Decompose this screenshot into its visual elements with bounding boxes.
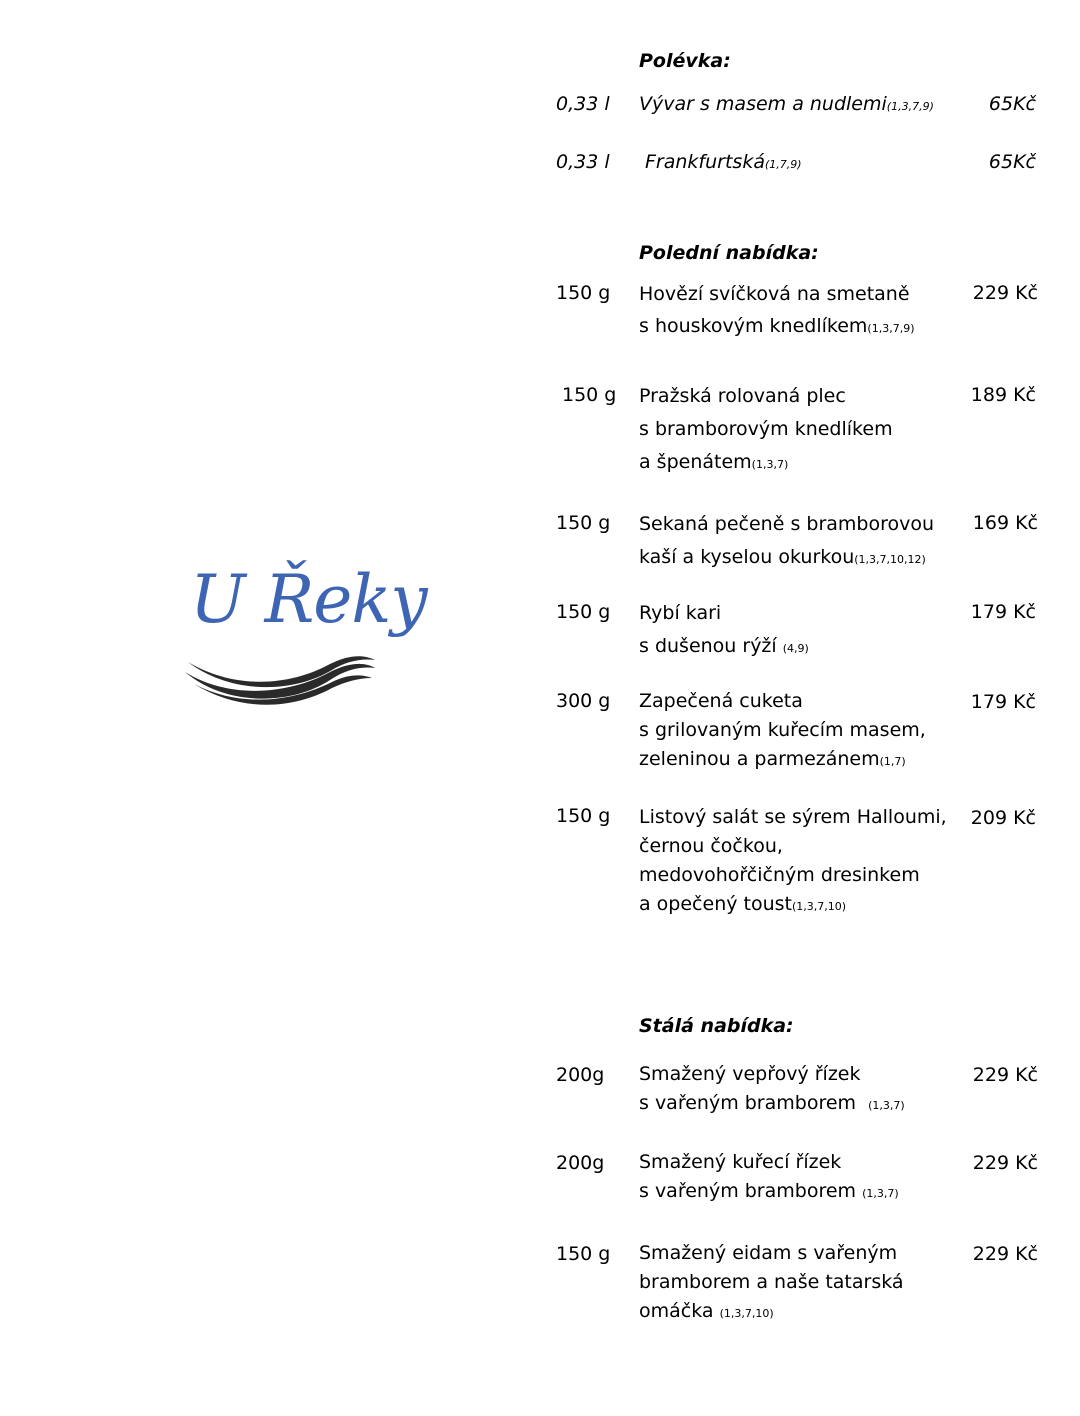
lunch-3-price: 169 Kč	[972, 512, 1038, 534]
lunch-4-allergens: (4,9)	[782, 642, 809, 655]
soup-2-name	[645, 147, 802, 180]
lunch-5-desc	[639, 687, 926, 776]
lunch-6-line-3: medovohořčičným dresinkem	[639, 864, 920, 886]
lunch-5-price: 179 Kč	[970, 691, 1036, 713]
soup-1-qty: 0,33 l	[556, 93, 610, 115]
soup-heading: Polévka:	[639, 50, 731, 72]
soup-1-name	[639, 89, 934, 122]
lunch-1-allergens: (1,3,7,9)	[867, 322, 915, 335]
standing-1-qty: 200g	[556, 1064, 605, 1086]
lunch-4-desc	[639, 597, 809, 665]
lunch-2-allergens: (1,3,7)	[751, 458, 789, 471]
lunch-5-line-3: zeleninou a parmezánem(1,7)	[639, 748, 906, 770]
lunch-1-qty: 150 g	[556, 282, 611, 304]
standing-3-allergens: (1,3,7,10)	[719, 1307, 774, 1320]
standing-heading: Stálá nabídka:	[639, 1015, 794, 1037]
lunch-2-line-3: a špenátem(1,3,7)	[639, 451, 789, 473]
lunch-4-line-1: Rybí kari	[639, 602, 722, 624]
standing-3-qty: 150 g	[556, 1243, 611, 1265]
standing-2-qty: 200g	[556, 1152, 605, 1174]
soup-1-allergens: (1,3,7,9)	[886, 100, 934, 113]
standing-1-price: 229 Kč	[972, 1064, 1038, 1086]
lunch-3-desc	[639, 508, 934, 576]
standing-2-desc	[639, 1148, 899, 1208]
soup-2-name-text: Frankfurtská	[645, 151, 765, 173]
lunch-5-line-1: Zapečená cuketa	[639, 690, 803, 712]
standing-3-line-3: omáčka (1,3,7,10)	[639, 1300, 774, 1322]
lunch-4-qty: 150 g	[556, 601, 611, 623]
lunch-6-line-4: a opečený toust(1,3,7,10)	[639, 893, 847, 915]
lunch-2-line-1: Pražská rolovaná plec	[639, 385, 846, 407]
lunch-5-line-2: s grilovaným kuřecím masem,	[639, 719, 926, 741]
lunch-2-qty: 150 g	[562, 384, 617, 406]
lunch-5-allergens: (1,7)	[879, 755, 906, 768]
standing-1-line-1: Smažený vepřový řízek	[639, 1063, 861, 1085]
lunch-2-desc	[639, 380, 893, 481]
soup-2-allergens: (1,7,9)	[764, 158, 802, 171]
lunch-6-line-2: černou čočkou,	[639, 835, 783, 857]
soup-1-price: 65Kč	[988, 93, 1036, 115]
standing-2-line-1: Smažený kuřecí řízek	[639, 1151, 842, 1173]
lunch-6-qty: 150 g	[556, 805, 611, 827]
lunch-heading: Polední nabídka:	[639, 242, 819, 264]
standing-2-line-2: s vařeným bramborem (1,3,7)	[639, 1180, 899, 1202]
lunch-6-line-1: Listový salát se sýrem Halloumi,	[639, 806, 947, 828]
standing-3-line-2: bramborem a naše tatarská	[639, 1271, 904, 1293]
restaurant-logo	[180, 560, 427, 710]
standing-3-price: 229 Kč	[972, 1243, 1038, 1265]
lunch-4-line-2: s dušenou rýží (4,9)	[639, 635, 809, 657]
standing-2-allergens: (1,3,7)	[862, 1187, 899, 1200]
lunch-6-desc	[639, 803, 947, 921]
lunch-3-qty: 150 g	[556, 512, 611, 534]
lunch-6-allergens: (1,3,7,10)	[791, 900, 847, 913]
lunch-1-line-2: s houskovým knedlíkem(1,3,7,9)	[639, 315, 915, 337]
soup-1-name-text: Vývar s masem a nudlemi	[639, 93, 887, 115]
wave-icon	[180, 650, 380, 710]
lunch-1-desc	[639, 278, 915, 345]
lunch-1-line-1: Hovězí svíčková na smetaně	[639, 283, 910, 305]
standing-1-desc	[639, 1060, 905, 1120]
standing-1-allergens: (1,3,7)	[868, 1099, 905, 1112]
lunch-4-price: 179 Kč	[970, 601, 1036, 623]
standing-2-price: 229 Kč	[972, 1152, 1038, 1174]
lunch-5-qty: 300 g	[556, 690, 611, 712]
standing-3-desc	[639, 1239, 904, 1328]
lunch-3-line-1: Sekaná pečeně s bramborovou	[639, 513, 935, 535]
standing-1-line-2: s vařeným bramborem (1,3,7)	[639, 1092, 905, 1114]
lunch-2-price: 189 Kč	[970, 384, 1036, 406]
lunch-3-allergens: (1,3,7,10,12)	[854, 553, 926, 566]
lunch-1-price: 229 Kč	[972, 282, 1038, 304]
lunch-6-price: 209 Kč	[970, 807, 1036, 829]
soup-2-qty: 0,33 l	[556, 151, 610, 173]
soup-2-price: 65Kč	[988, 151, 1036, 173]
standing-3-line-1: Smažený eidam s vařeným	[639, 1242, 898, 1264]
lunch-3-line-2: kaší a kyselou okurkou(1,3,7,10,12)	[639, 546, 926, 568]
logo-text: U Řeky	[190, 561, 427, 638]
lunch-2-line-2: s bramborovým knedlíkem	[639, 418, 893, 440]
